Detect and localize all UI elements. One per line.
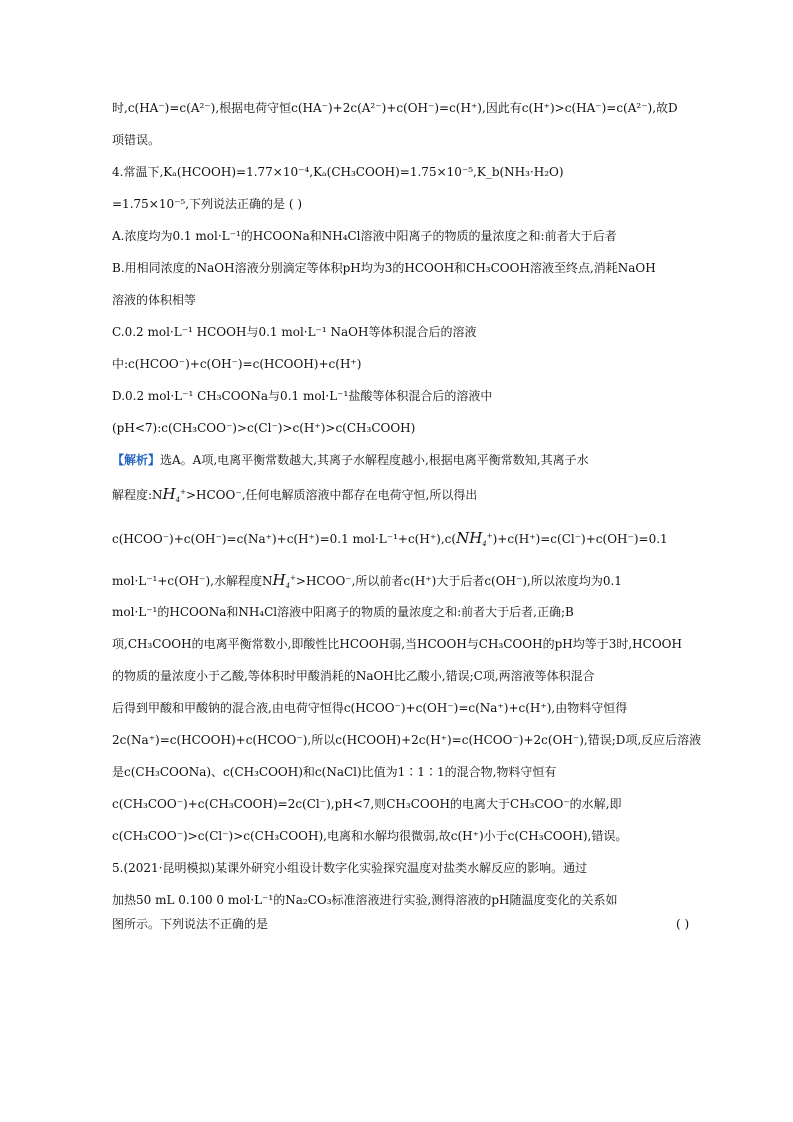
question-4-stem-cont: =1.75×10⁻⁵,下列说法正确的是 ( ) (112, 197, 303, 211)
analysis-line (112, 450, 712, 470)
option-b-cont: 溶液的体积相等 (112, 293, 197, 307)
option-b: B.用相同浓度的NaOH溶液分别滴定等体积pH均为3的HCOOH和CH₃COOH溶液至终点,消耗NaOH (112, 261, 656, 275)
analysis-line (112, 570, 712, 593)
analysis-line: c(CH₃COO⁻)+c(CH₃COOH)=2c(Cl⁻),pH<7,则CH₃COOH的电离大于CH₃COO⁻的水解,即 (112, 797, 622, 811)
analysis-text: >HCOO⁻,所以前者c(H⁺)大于后者c(OH⁻),所以浓度均为0.1 (295, 574, 622, 588)
nh4-ion-formula: $H_4^+$ (272, 571, 296, 590)
analysis-text: >HCOO⁻,任何电解质溶液中都存在电荷守恒,所以得出 (185, 488, 478, 502)
analysis-line: 的物质的量浓度小于乙酸,等体积时甲酸消耗的NaOH比乙酸小,错误;C项,两溶液等体积混合 (112, 669, 595, 683)
nh4-ion-formula: $H_4^+$ (162, 485, 186, 504)
analysis-line: 后得到甲酸和甲酸钠的混合液,由电荷守恒得c(HCOO⁻)+c(OH⁻)=c(Na⁺)+c(H⁺),由物料守恒得 (112, 701, 628, 715)
analysis-text: 解程度:N (112, 488, 163, 502)
analysis-line (112, 528, 712, 551)
text-line: 时,c(HA⁻)=c(A²⁻),根据电荷守恒c(HA⁻)+2c(A²⁻)+c(OH⁻)=c(H⁺),因此有c(H⁺)>c(HA⁻)=c(A²⁻),故D (112, 101, 678, 115)
question-4-stem: 4.常温下,Kₐ(HCOOH)=1.77×10⁻⁴,Kₐ(CH₃COOH)=1.75×10⁻⁵,K_b(NH₃·H₂O) (112, 165, 564, 179)
analysis-line: c(CH₃COO⁻)>c(Cl⁻)>c(CH₃COOH),电离和水解均很微弱,故c(H⁺)小于c(CH₃COOH),错误。 (112, 829, 628, 843)
option-c: C.0.2 mol·L⁻¹ HCOOH与0.1 mol·L⁻¹ NaOH等体积混合后的溶液 (112, 325, 477, 339)
option-c-cont: 中:c(HCOO⁻)+c(OH⁻)=c(HCOOH)+c(H⁺) (112, 357, 362, 371)
analysis-line: 项,CH₃COOH的电离平衡常数小,即酸性比HCOOH弱,当HCOOH与CH₃COOH的pH均等于3时,HCOOH (112, 637, 682, 651)
nh4-ion-formula: $NH_4^+$ (456, 529, 493, 548)
analysis-line: 2c(Na⁺)=c(HCOOH)+c(HCOO⁻),所以c(HCOOH)+2c(H⁺)=c(HCOO⁻)+2c(OH⁻),错误;D项,反应后溶液 (112, 733, 702, 747)
analysis-text: mol·L⁻¹+c(OH⁻),水解程度N (112, 574, 273, 588)
analysis-text: 选A。A项,电离平衡常数越大,其离子水解程度越小,根据电离平衡常数知,其离子水 (160, 453, 589, 467)
option-a: A.浓度均为0.1 mol·L⁻¹的HCOONa和NH₄Cl溶液中阳离子的物质的量浓度之和:前者大于后者 (112, 229, 617, 243)
analysis-line: mol·L⁻¹的HCOONa和NH₄Cl溶液中阳离子的物质的量浓度之和:前者大于后者,正确;B (112, 605, 574, 619)
analysis-text: c(HCOO⁻)+c(OH⁻)=c(Na⁺)+c(H⁺)=0.1 mol·L⁻¹+c(H⁺),c( (112, 532, 457, 546)
question-5-stem-cont: 加热50 mL 0.100 0 mol·L⁻¹的Na₂CO₃标准溶液进行实验,测得溶液的pH随温度变化的关系如 (112, 893, 618, 907)
answer-blank: ( ) (676, 917, 690, 931)
analysis-line: 是c(CH₃COONa)、c(CH₃COOH)和c(NaCl)比值为1∶1∶1的混合物,物料守恒有 (112, 765, 557, 779)
analysis-line (112, 484, 712, 507)
text-line: 项错误。 (112, 133, 161, 147)
analysis-text: )+c(H⁺)=c(Cl⁻)+c(OH⁻)=0.1 (492, 532, 668, 546)
question-5-stem: 5.(2021·昆明模拟)某课外研究小组设计数字化实验探究温度对盐类水解反应的影响。通过 (112, 861, 588, 875)
option-d-cont: (pH<7):c(CH₃COO⁻)>c(Cl⁻)>c(H⁺)>c(CH₃COOH) (112, 421, 416, 435)
analysis-tag: 【解析】 (112, 453, 161, 467)
option-d: D.0.2 mol·L⁻¹ CH₃COONa与0.1 mol·L⁻¹盐酸等体积混合后的溶液中 (112, 389, 493, 403)
question-5-stem-cont: 图所示。下列说法不正确的是 (112, 917, 269, 931)
